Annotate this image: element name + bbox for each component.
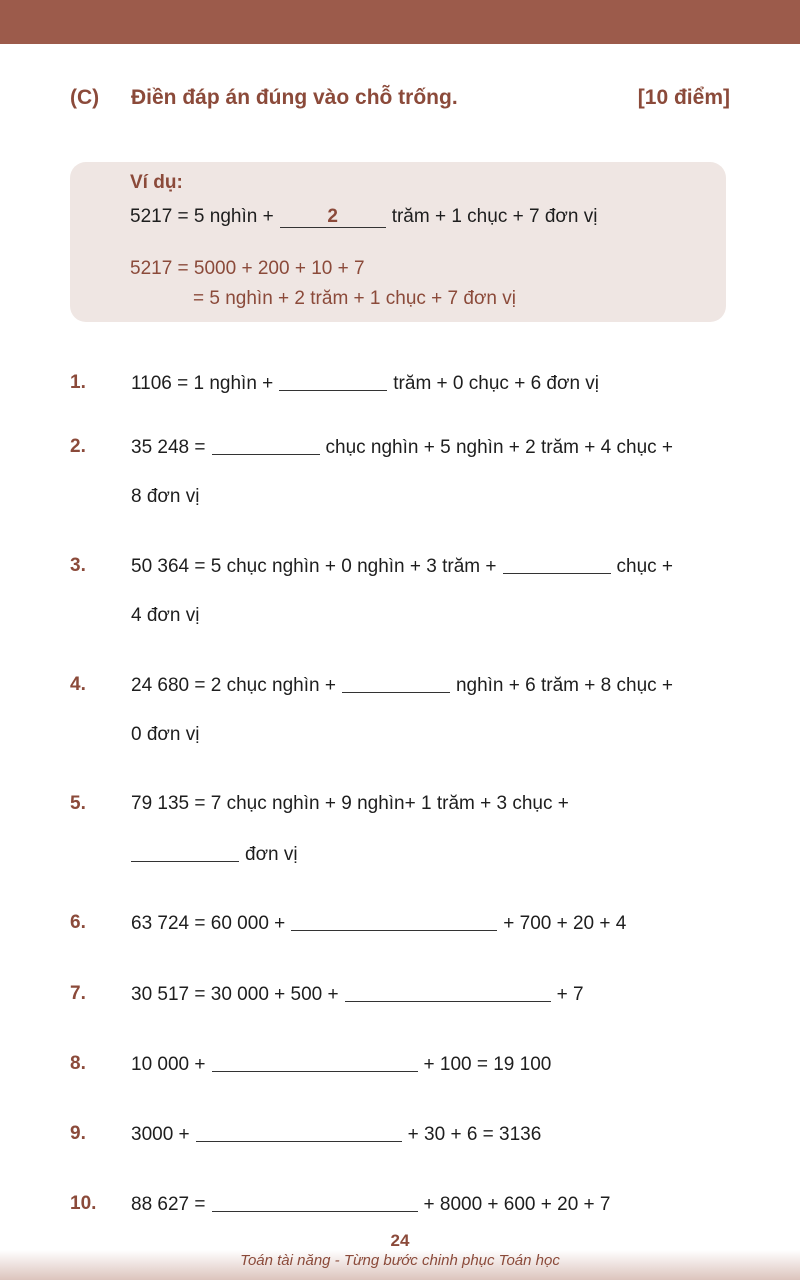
answer-blank[interactable] (131, 843, 239, 862)
question-number: 9. (70, 1123, 86, 1144)
answer-blank[interactable] (279, 372, 387, 391)
question-text-before: 30 517 = 30 000 + 500 + (131, 984, 339, 1005)
example-line-3: = 5 nghìn + 2 trăm + 1 chục + 7 đơn vị (193, 288, 516, 309)
example-line-1-after: trăm + 1 chục + 7 đơn vị (391, 206, 598, 227)
question-text (131, 436, 673, 459)
question-number: 10. (70, 1193, 97, 1214)
page-number: 24 (390, 1231, 410, 1250)
question-text-before: 63 724 = 60 000 + (131, 913, 286, 934)
question-text (131, 555, 673, 578)
question-text-after: nghìn + 6 trăm + 8 chục + (455, 675, 674, 696)
example-line-1 (130, 206, 597, 228)
question-number: 8. (70, 1053, 86, 1074)
answer-blank[interactable] (212, 1053, 418, 1072)
question-text-before: 50 364 = 5 chục nghìn + 0 nghìn + 3 trăm + (131, 556, 497, 577)
question-text-after: + 30 + 6 = 3136 (407, 1124, 542, 1145)
question-text-after: + 8000 + 600 + 20 + 7 (423, 1194, 611, 1215)
question-number: 6. (70, 912, 86, 933)
question-text-before: 10 000 + (131, 1054, 206, 1075)
section-points: [10 điểm] (637, 86, 730, 109)
example-line-1-before: 5217 = 5 nghìn + (130, 206, 274, 227)
answer-blank[interactable] (345, 983, 551, 1002)
question-text-line-2: 8 đơn vị (131, 486, 200, 507)
question-text-after: + 700 + 20 + 4 (503, 913, 627, 934)
question-text (131, 983, 584, 1006)
answer-blank[interactable] (342, 674, 450, 693)
answer-blank[interactable] (196, 1123, 402, 1142)
question-text: 79 135 = 7 chục nghìn + 9 nghìn+ 1 trăm + 3 chục + (131, 793, 569, 814)
question-number: 2. (70, 436, 86, 457)
footer-tagline: Toán tài năng - Từng bước chinh phục Toán học (240, 1252, 560, 1269)
example-box (70, 162, 726, 322)
question-text-after: trăm + 0 chục + 6 đơn vị (393, 373, 600, 394)
example-label: Ví dụ: (130, 172, 183, 193)
section-title: Điền đáp án đúng vào chỗ trống. (131, 86, 458, 109)
question-number: 4. (70, 674, 86, 695)
question-text-before: 3000 + (131, 1124, 190, 1145)
question-text (131, 1053, 551, 1076)
question-text-before: 24 680 = 2 chục nghìn + (131, 675, 336, 696)
question-text-line-2 (131, 843, 298, 866)
answer-blank[interactable] (212, 436, 320, 455)
answer-blank[interactable] (503, 555, 611, 574)
question-text-after: chục + (616, 556, 674, 577)
question-text (131, 1193, 611, 1216)
question-text-after: + 7 (556, 984, 584, 1005)
section-header (70, 86, 730, 116)
question-text (131, 674, 673, 697)
section-letter: (C) (70, 86, 100, 109)
example-line-2: 5217 = 5000 + 200 + 10 + 7 (130, 258, 365, 279)
question-text-after: chục nghìn + 5 nghìn + 2 trăm + 4 chục + (325, 437, 674, 458)
answer-blank[interactable] (291, 912, 497, 931)
top-decorative-bar (0, 0, 800, 44)
question-text-after: đơn vị (245, 844, 298, 865)
question-number: 5. (70, 793, 86, 814)
question-text-before: 35 248 = (131, 437, 206, 458)
example-answer: 2 (280, 207, 386, 228)
answer-blank[interactable] (212, 1193, 418, 1212)
question-text-before: 1106 = 1 nghìn + (131, 373, 274, 394)
question-text-before: 88 627 = (131, 1194, 206, 1215)
question-text (131, 372, 599, 395)
question-text-after: + 100 = 19 100 (423, 1054, 552, 1075)
question-text (131, 1123, 541, 1146)
question-number: 3. (70, 555, 86, 576)
question-number: 1. (70, 372, 86, 393)
question-text (131, 912, 626, 935)
question-text-line-2: 0 đơn vị (131, 724, 200, 745)
question-text-line-2: 4 đơn vị (131, 605, 200, 626)
question-number: 7. (70, 983, 86, 1004)
